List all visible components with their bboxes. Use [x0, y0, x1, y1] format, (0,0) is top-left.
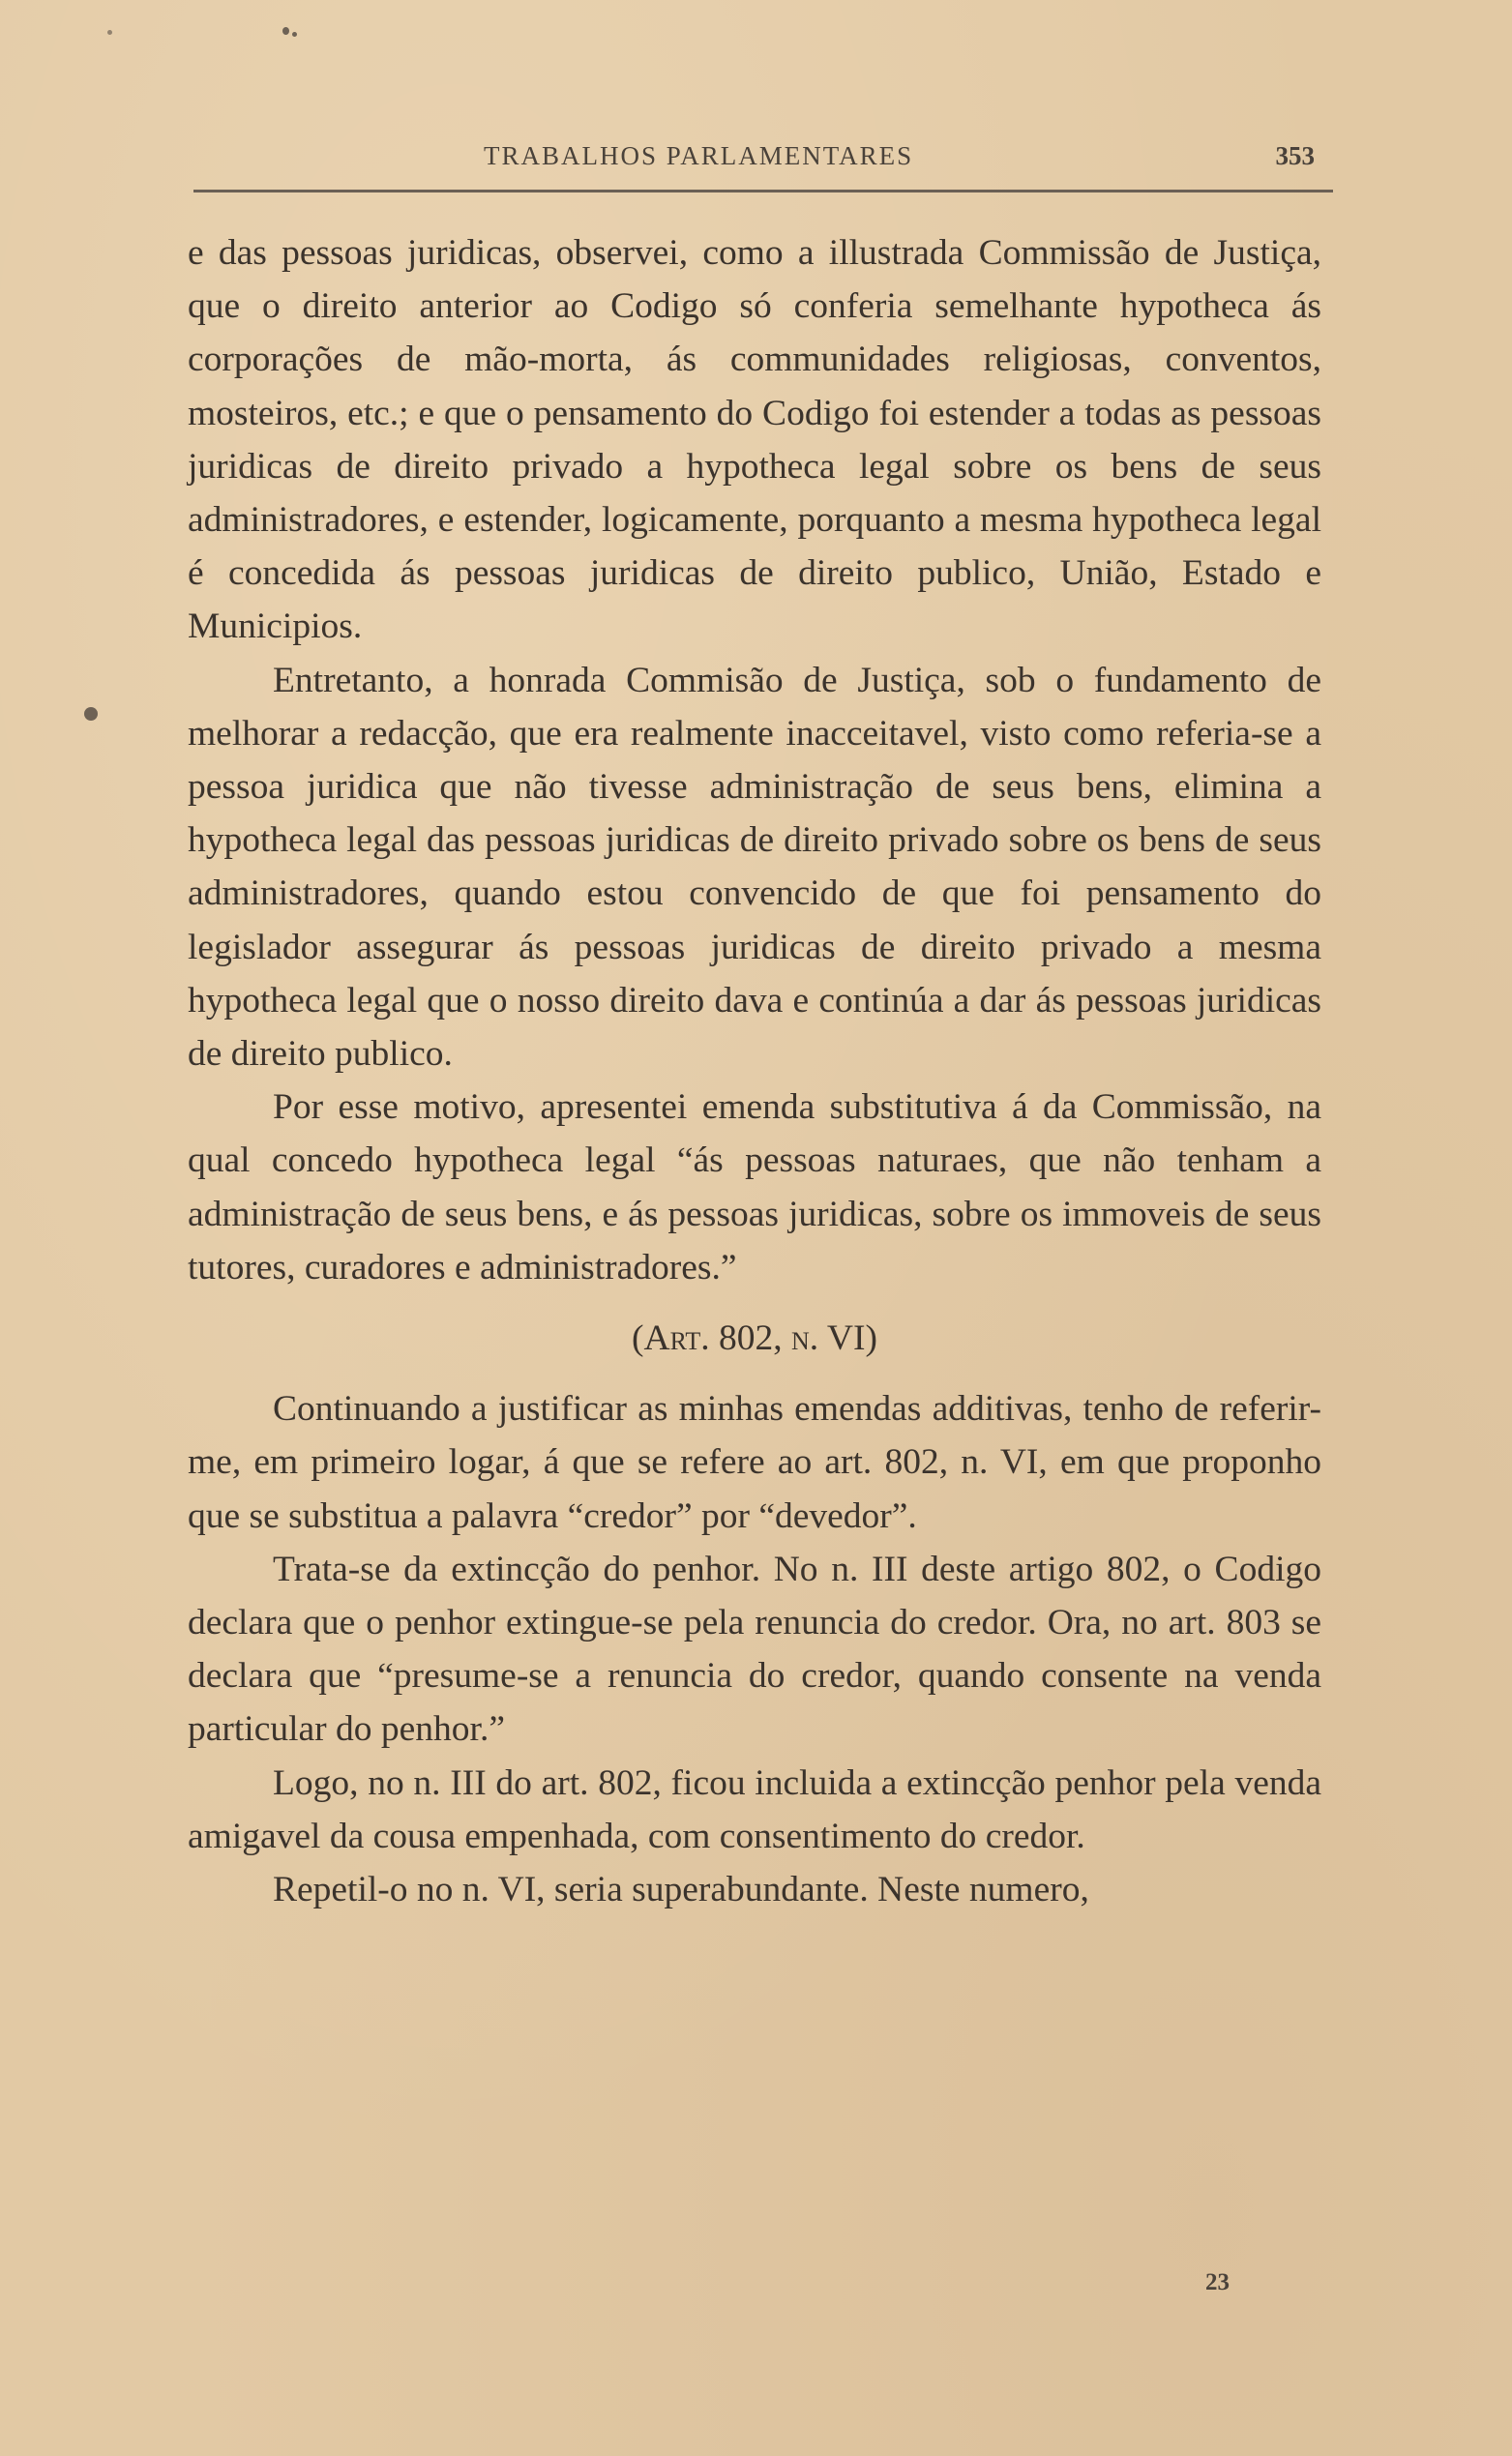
- heading-n-number: VI): [826, 1318, 877, 1359]
- paragraph: e das pessoas juridicas, observei, como a illustrada Commissão de Justiça, que o direito anterior ao Codigo só conferia semelhante hypotheca ás corporações de mão-morta, ás communidades religiosas, conventos, mosteiros, etc.; e que o pensamento do Codigo foi estender a todas as pessoas juridicas de direito privado a hypotheca legal sobre os bens de seus administradores, e estender, logicamente, porquanto a mesma hypotheca legal é concedida ás pessoas juridicas de direito publico, União, Estado e Municipios.: [188, 233, 1321, 647]
- heading-n-label: n.: [791, 1318, 819, 1359]
- paragraph: Entretanto, a honrada Commisão de Justiça, sob o fundamento de melhorar a redacção, que era realmente inacceitavel, visto como referia-se a pessoa juridica que não tivesse administração de seus bens, elimina a hypotheca legal das pessoas juridicas de direito privado sobre os bens de seus administradores, quando estou convencido de que foi pensamento do legislador assegurar ás pessoas juridicas de direito privado a mesma hypotheca legal que o nosso direito dava e continúa a dar ás pessoas juridicas de direito publico.: [188, 660, 1321, 1075]
- running-head: [184, 141, 1330, 180]
- heading-art-number: 802,: [719, 1318, 783, 1359]
- signature-mark: 23: [1205, 2269, 1230, 2295]
- paragraph: Repetil-o no n. VI, seria superabundante. Neste numero,: [273, 1870, 1089, 1910]
- paragraph: Continuando a justificar as minhas emendas additivas, tenho de referir-me, em primeiro logar, á que se refere ao art. 802, n. VI, em que proponho que se substitua a palavra “credor” por “devedor”.: [188, 1389, 1321, 1536]
- section-heading: [188, 1312, 1321, 1365]
- header-rule: [193, 190, 1333, 192]
- paragraph: Trata-se da extincção do penhor. No n. III deste artigo 802, o Codigo declara que o penhor extingue-se pela renuncia do credor. Ora, no art. 803 se declara que “presume-se a renuncia do credor, quando consente na venda particular do penhor.”: [188, 1549, 1321, 1750]
- page-number: 353: [1275, 141, 1315, 170]
- book-page: [184, 0, 1330, 2456]
- heading-open-paren: (: [632, 1318, 644, 1359]
- paragraph: Logo, no n. III do art. 802, ficou incluida a extincção penhor pela venda amigavel da cousa empenhada, com consentimento do credor.: [188, 1762, 1321, 1856]
- heading-art-label: Art.: [643, 1318, 710, 1359]
- paragraph: Por esse motivo, apresentei emenda substitutiva á da Commissão, na qual concedo hypotheca legal “ás pessoas naturaes, que não tenham a administração de seus bens, e ás pessoas juridicas, sobre os immoveis de seus tutores, curadores e administradores.”: [188, 1087, 1321, 1287]
- paper-speck: [107, 30, 112, 35]
- running-title: TRABALHOS PARLAMENTARES: [484, 141, 914, 170]
- body-text: [188, 226, 1321, 1916]
- paper-speck: [84, 707, 98, 721]
